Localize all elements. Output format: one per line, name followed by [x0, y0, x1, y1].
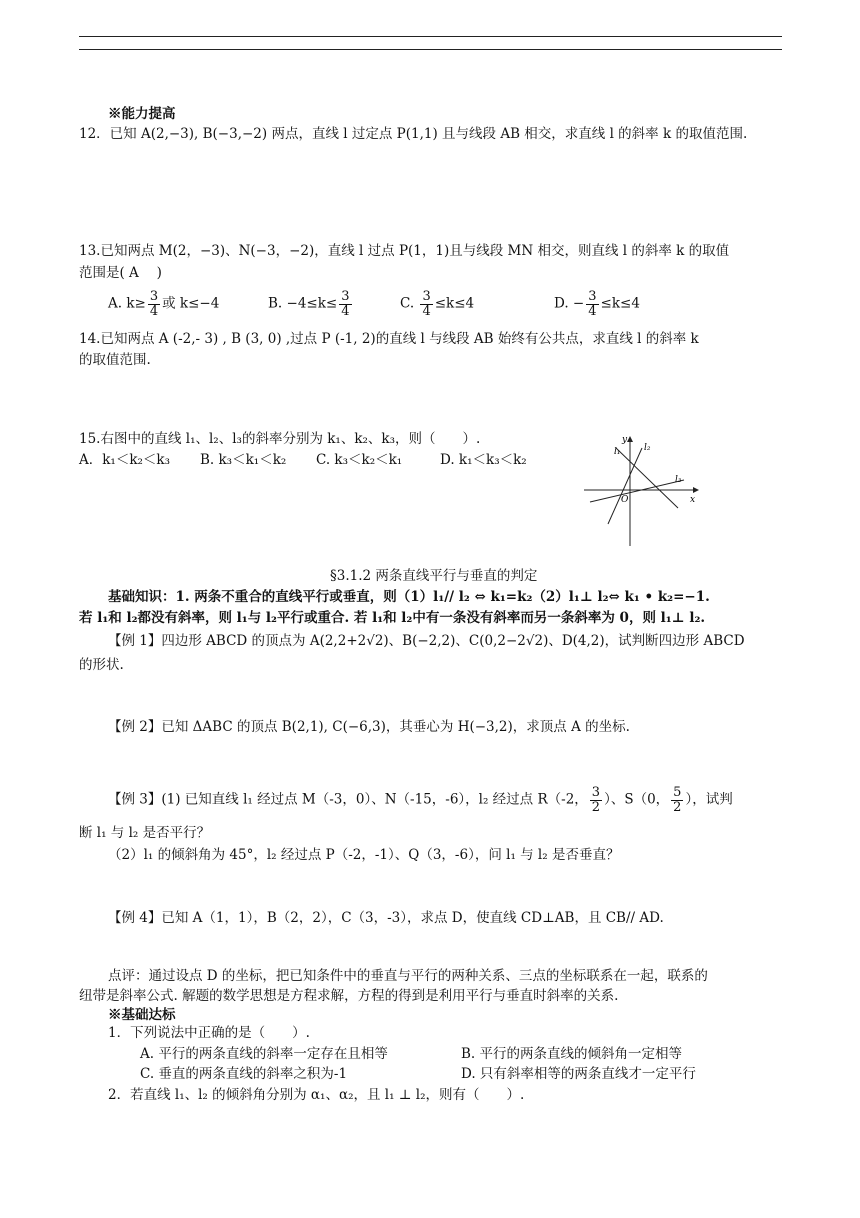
section-title: §3.1.2 两条直线平行与垂直的判定	[330, 568, 538, 584]
comment-line1: 点评：通过设点 D 的坐标，把已知条件中的垂直与平行的两种关系、三点的坐标联系在一起，联系的	[108, 968, 708, 984]
example-3-line2: 断 l₁ 与 l₂ 是否平行？	[79, 825, 211, 841]
problem-14-line1: 14.已知两点 A (-2,- 3) , B (3, 0) ,过点 P (-1, 2)的直线 l 与线段 AB 始终有公共点，求直线 l 的斜率 k	[79, 331, 699, 347]
option-a-prefix: A. k≥	[108, 295, 146, 312]
fraction-three-quarters	[339, 290, 351, 318]
fraction-three-quarters	[586, 290, 598, 318]
example-1-line1: 【例 1】四边形 ABCD 的顶点为 A(2,2+2√2)、B(−2,2)、C(0,2−2√2)、D(4,2)，试判断四边形 ABCD	[108, 633, 745, 649]
question-2: 2．若直线 l₁、l₂ 的倾斜角分别为 α₁、α₂，且 l₁ ⊥ l₂，则有（ ）.	[108, 1087, 525, 1103]
problem-13-option-d	[554, 290, 640, 318]
example-1-line2: 的形状.	[79, 657, 124, 673]
fraction-numerator: 3	[591, 785, 601, 800]
fraction-numerator: 3	[341, 289, 350, 304]
fraction-three-quarters	[420, 290, 432, 318]
problem-15-option-b: B. k₃＜k₁＜k₂	[200, 452, 287, 468]
option-d-prefix: D. −	[554, 295, 585, 312]
x-axis-label: x	[690, 495, 696, 505]
origin-label: O	[621, 495, 629, 505]
fraction-numerator: 3	[149, 289, 159, 304]
fraction-denominator: 2	[591, 799, 601, 815]
section-heading-basic: ※基础达标	[108, 1007, 176, 1023]
basic-knowledge-line2: 若 l₁和 l₂都没有斜率，则 l₁与 l₂平行或重合. 若 l₁和 l₂中有一条没有斜率而另一条斜率为 0，则 l₁⊥ l₂.	[79, 610, 706, 626]
question-1-stem: 1．下列说法中正确的是（ ）.	[108, 1025, 310, 1041]
option-b-prefix: B. −4≤k≤	[268, 295, 338, 312]
problem-13-line1: 13.已知两点 M(2，−3)、N(−3，−2)，直线 l 过点 P(1，1)且与线段 MN 相交，则直线 l 的斜率 k 的取值	[79, 243, 730, 259]
problem-15-stem: 15.右图中的直线 l₁、l₂、l₃的斜率分别为 k₁、k₂、k₃，则（ ）.	[79, 431, 481, 447]
option-c-prefix: C.	[400, 295, 415, 312]
x-axis-arrow	[693, 487, 699, 493]
fraction-denominator: 4	[588, 303, 597, 319]
problem-13-option-b	[268, 290, 354, 318]
y-axis-label: y	[622, 435, 628, 445]
line-slope-figure	[580, 432, 700, 550]
label-l3: l₃	[675, 475, 682, 485]
fraction-denominator: 4	[149, 303, 159, 319]
problem-15-option-a: A．k₁＜k₂＜k₃	[79, 452, 171, 468]
problem-15-option-d: D. k₁＜k₃＜k₂	[440, 452, 527, 468]
problem-13-option-a	[108, 290, 219, 318]
example-3-line1	[108, 786, 733, 814]
example-3-part2: ）、S（0，	[604, 791, 670, 808]
example-3-line3: （2）l₁ 的倾斜角为 45°，l₂ 经过点 P（-2，-1）、Q（3，-6），问 l₁ 与 l₂ 是否垂直？	[108, 847, 620, 863]
header-rule-top	[79, 36, 782, 37]
basic-knowledge-line1: 基础知识：1. 两条不重合的直线平行或垂直，则（1）l₁// l₂ ⇔ k₁=k₂（2）l₁⊥ l₂⇔ k₁ • k₂=−1.	[108, 589, 710, 605]
problem-13-line2: 范围是( A )	[79, 265, 162, 281]
fraction-numerator: 3	[422, 289, 431, 304]
example-4: 【例 4】已知 A（1，1），B（2，2），C（3，-3），求点 D，使直线 CD⊥AB，且 CB// AD.	[108, 910, 664, 926]
header-rule-bottom	[79, 49, 782, 50]
comment-line2: 纽带是斜率公式. 解题的数学思想是方程求解，方程的得到是利用平行与垂直时斜率的关系.	[79, 988, 619, 1004]
problem-14-line2: 的取值范围.	[79, 352, 151, 368]
example-3-part3: ），试判	[685, 791, 733, 808]
y-axis-arrow	[627, 436, 633, 442]
option-a-suffix: 或 k≤−4	[162, 295, 220, 312]
line-l2	[608, 448, 642, 524]
fraction-denominator: 4	[422, 303, 431, 319]
line-l3	[590, 480, 684, 502]
example-2: 【例 2】已知 ΔABC 的顶点 B(2,1), C(−6,3)，其垂心为 H(−3,2)，求顶点 A 的坐标.	[108, 719, 630, 735]
question-1-option-b: B. 平行的两条直线的倾斜角一定相等	[461, 1046, 683, 1062]
question-1-option-c: C. 垂直的两条直线的斜率之积为-1	[140, 1066, 348, 1082]
label-l2: l₂	[644, 443, 651, 453]
problem-13-option-c	[400, 290, 474, 318]
fraction-numerator: 3	[588, 289, 597, 304]
problem-12: 12．已知 A(2,−3), B(−3,−2) 两点，直线 l 过定点 P(1,1) 且与线段 AB 相交，求直线 l 的斜率 k 的取值范围.	[79, 126, 748, 142]
fraction-three-quarters	[148, 290, 160, 318]
option-d-suffix: ≤k≤4	[600, 295, 640, 312]
fraction-denominator: 2	[673, 799, 682, 815]
fraction-five-halves	[671, 786, 683, 814]
option-c-suffix: ≤k≤4	[434, 295, 475, 312]
question-1-option-a: A. 平行的两条直线的斜率一定存在且相等	[140, 1046, 388, 1062]
example-3-part1: 【例 3】(1) 已知直线 l₁ 经过点 M（-3，0）、N（-15，-6），l₂ 经过点 R（-2，	[108, 791, 588, 808]
problem-15-option-c: C. k₃＜k₂＜k₁	[316, 452, 403, 468]
label-l1: l₁	[614, 447, 621, 457]
section-heading-ability: ※能力提高	[108, 106, 176, 122]
fraction-denominator: 4	[341, 303, 350, 319]
fraction-numerator: 5	[673, 785, 682, 800]
fraction-three-halves	[590, 786, 602, 814]
question-1-option-d: D. 只有斜率相等的两条直线才一定平行	[461, 1066, 696, 1082]
